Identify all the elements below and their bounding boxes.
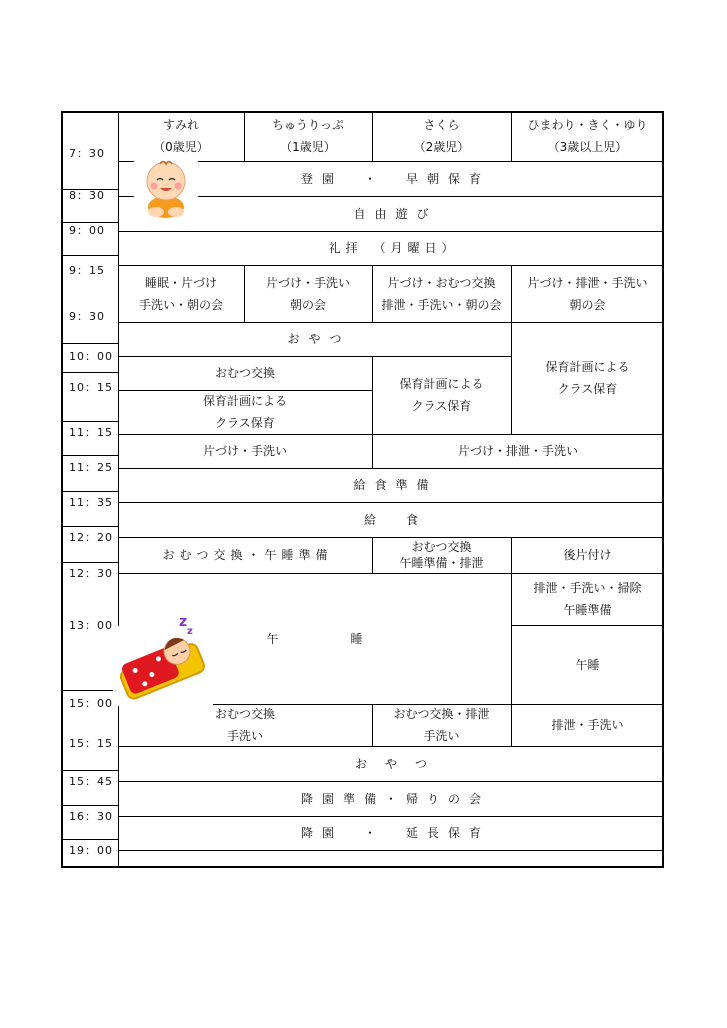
row-text: 礼拝 （月曜日）	[328, 241, 459, 255]
time-label: 7：30	[69, 147, 105, 160]
row-text: おやつ	[354, 756, 445, 771]
svg-text:z: z	[187, 626, 193, 637]
time-tick	[61, 770, 118, 771]
class-age: （1歳児）	[280, 140, 336, 154]
class-name: ひまわり・きく・ゆり	[527, 118, 648, 132]
time-label: 12：30	[69, 567, 113, 580]
class-name: すみれ	[162, 118, 199, 132]
plan-himawari	[511, 322, 664, 434]
cell-line: 後片付け	[563, 548, 612, 562]
cell-line: 保育計画による	[399, 377, 484, 391]
time-tick	[61, 562, 118, 563]
class-name: さくら	[423, 118, 460, 132]
row-departure	[118, 816, 664, 850]
row-text: 給 食	[363, 512, 427, 527]
cell-line: 午睡準備	[563, 603, 612, 617]
time-tick	[61, 455, 118, 456]
cell-line: おむつ交換	[214, 366, 275, 380]
time-label: 15：15	[69, 737, 113, 750]
header-tulip	[244, 111, 372, 161]
class-age: （2歳児）	[413, 140, 470, 154]
cell-line: 手洗い	[423, 729, 460, 743]
cell-line: 片づけ・手洗い	[202, 444, 287, 458]
cell-line: 睡眠・片づけ	[144, 275, 217, 290]
nap-prep-01	[118, 537, 372, 573]
cell-line: 片づけ・手洗い	[265, 275, 350, 290]
header-himawari	[511, 111, 664, 161]
row-text: 登園 ・ 早朝保育	[300, 171, 490, 186]
plan-01	[118, 390, 372, 434]
class-name: ちゅうりっぷ	[271, 118, 344, 132]
cell-line: 片づけ・排泄・手洗い	[457, 444, 578, 458]
row-line	[118, 850, 664, 851]
morning-sakura	[372, 265, 511, 322]
row-text: 降園準備・帰りの会	[300, 791, 490, 806]
time-tick	[61, 343, 118, 344]
row-free-play	[118, 196, 664, 231]
cell-line: 排泄・手洗い・朝の会	[381, 297, 502, 312]
time-label: 16：30	[69, 810, 113, 823]
cell-line: おむつ交換・排泄	[393, 707, 490, 721]
row-going-home-prep	[118, 781, 664, 816]
time-label: 15：00	[69, 697, 113, 710]
cell-line: 午睡準備・排泄	[399, 556, 484, 570]
plan-sakura	[372, 356, 511, 434]
time-tick	[61, 255, 118, 256]
nap-prep-sakura	[372, 537, 511, 573]
toilet-himawari	[511, 573, 664, 625]
row-lunch-prep	[118, 468, 664, 502]
time-tick	[61, 222, 118, 223]
cell-line: クラス保育	[215, 416, 275, 430]
time-tick	[61, 372, 118, 373]
time-label: 8：30	[69, 189, 105, 202]
morning-sumire	[118, 265, 244, 322]
time-label: 10：15	[69, 381, 113, 394]
header-sakura	[372, 111, 511, 161]
cleanup-himawari	[511, 537, 664, 573]
time-label: 19：00	[69, 844, 113, 857]
time-tick	[61, 491, 118, 492]
time-label: 9：15	[69, 264, 105, 277]
cell-line: クラス保育	[411, 399, 472, 413]
tidy-01	[118, 434, 372, 468]
row-lunch	[118, 502, 664, 537]
diaper-am	[118, 356, 372, 390]
cell-line: おむつ交換	[411, 540, 472, 554]
pm-himawari	[511, 704, 664, 746]
cell-line: 手洗い・朝の会	[138, 297, 223, 312]
cell-line: 保育計画による	[545, 360, 630, 374]
sleeping-baby-illustration	[113, 610, 213, 706]
cell-line: 片づけ・排泄・手洗い	[527, 275, 648, 290]
time-label: 12：20	[69, 531, 113, 544]
cell-line: クラス保育	[557, 382, 618, 396]
cell-line: おむつ交換・午睡準備	[162, 548, 333, 562]
class-age: （0歳児）	[153, 140, 209, 154]
class-age: （3歳以上児）	[547, 140, 628, 154]
pm-01	[118, 704, 372, 746]
cell-line: 朝の会	[569, 297, 606, 312]
morning-tulip	[244, 265, 372, 322]
time-label: 13：00	[69, 619, 113, 632]
time-label: 9：30	[69, 310, 105, 323]
time-label: 9：00	[69, 224, 105, 237]
row-arrival	[118, 161, 664, 196]
time-label: 15：45	[69, 775, 113, 788]
cell-line: 保育計画による	[202, 394, 287, 408]
time-label: 11：15	[69, 426, 113, 439]
cell-line: 片づけ・おむつ交換	[387, 275, 496, 290]
row-text: 給食準備	[353, 478, 438, 492]
row-snack-am	[118, 322, 511, 356]
time-tick	[61, 690, 118, 691]
tidy-23	[372, 434, 664, 468]
cell-line: 朝の会	[289, 297, 326, 312]
time-label: 11：25	[69, 461, 113, 474]
row-text: 自由遊び	[353, 206, 438, 221]
svg-text:z: z	[179, 614, 188, 630]
cell-line: 手洗い	[226, 729, 263, 743]
morning-himawari	[511, 265, 664, 322]
time-tick	[61, 421, 118, 422]
time-label: 11：35	[69, 496, 113, 509]
time-label: 10：00	[69, 350, 113, 363]
row-text: おやつ	[287, 332, 351, 346]
row-text: 降園 ・ 延長保育	[300, 826, 490, 840]
cell-line: 排泄・手洗い・掃除	[533, 581, 642, 595]
time-tick	[61, 839, 118, 840]
pm-sakura	[372, 704, 511, 746]
baby-illustration	[134, 157, 198, 221]
time-tick	[61, 805, 118, 806]
time-tick	[61, 526, 118, 527]
row-text: 午 睡	[266, 631, 393, 646]
cell-line: 午睡	[575, 657, 600, 672]
cell-line: 排泄・手洗い	[551, 718, 624, 732]
row-worship	[118, 231, 664, 265]
nap-himawari	[511, 625, 664, 704]
header-sumire	[118, 111, 244, 161]
row-snack-pm	[118, 746, 664, 781]
cell-line: おむつ交換	[214, 707, 275, 721]
